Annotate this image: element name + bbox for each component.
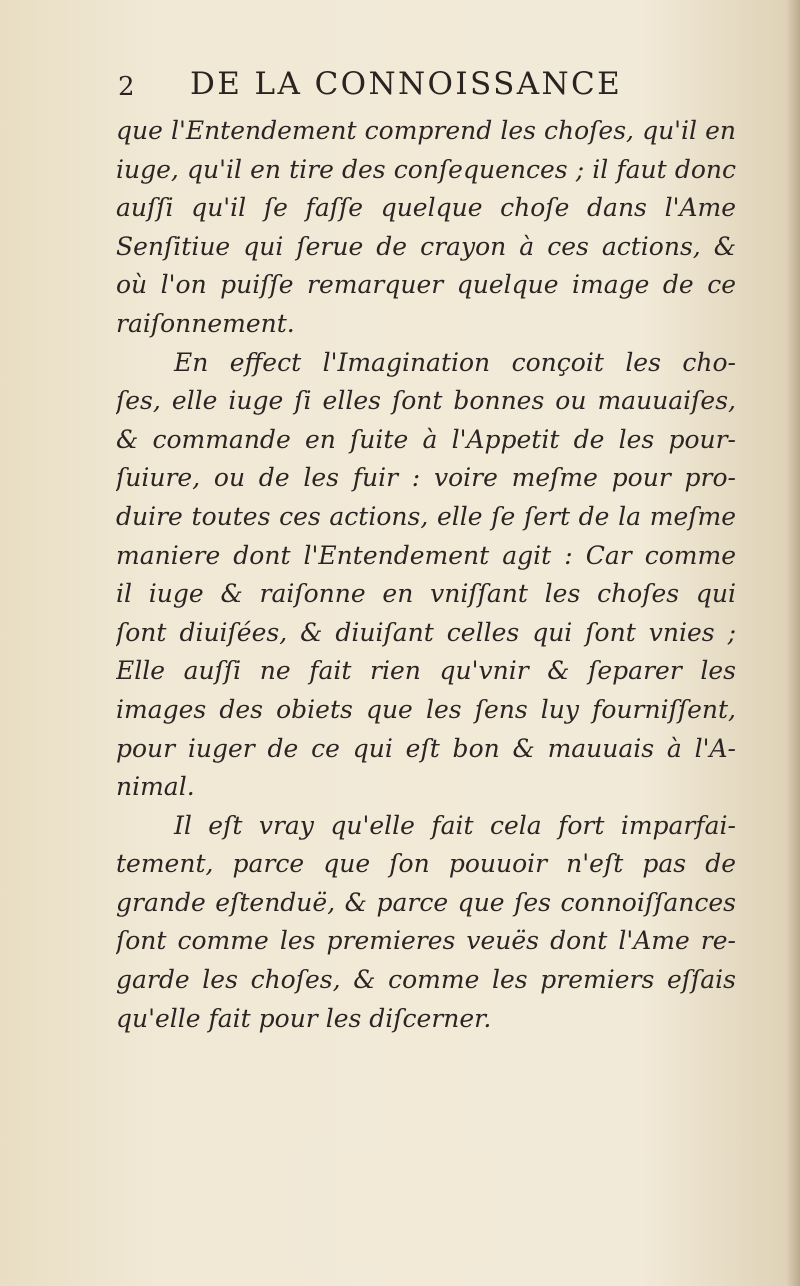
text-line: grande eſtenduë, & parce que ſes connoiſſances bbox=[116, 887, 736, 917]
running-title: DE LA CONNOISSANCE bbox=[190, 66, 623, 102]
text-line: ſuiure, ou de les fuir : voire meſme pour pro- bbox=[116, 463, 736, 493]
text-line: que l'Entendement comprend les choſes, qu'il en bbox=[116, 116, 736, 145]
text-line: pour iuger de ce qui eſt bon & mauuais à l'A- bbox=[116, 733, 736, 763]
text-line: où l'on puiſſe remarquer quelque image de ce bbox=[116, 270, 736, 300]
text-line: duire toutes ces actions, elle ſe ſert de la meſme bbox=[116, 501, 736, 531]
text-line: Elle auſſi ne fait rien qu'vnir & ſeparer les bbox=[116, 656, 736, 686]
text-line: garde les choſes, & comme les premiers eſſais bbox=[116, 965, 736, 995]
text-line: Senſitiue qui ſerue de crayon à ces actions, & bbox=[116, 231, 736, 261]
text-line: il iuge & raiſonne en vniſſant les choſes qui bbox=[116, 579, 736, 609]
text-line: tement, parce que ſon pouuoir n'eſt pas de bbox=[116, 849, 736, 879]
page-edge-shadow bbox=[786, 0, 800, 1286]
body-text bbox=[116, 112, 736, 1038]
text-line: ſont comme les premieres veuës dont l'Ame re- bbox=[116, 926, 736, 956]
text-line: iuge, qu'il en tire des conſequences ; il faut donc bbox=[116, 154, 736, 184]
text-line: ſes, elle iuge ſi elles ſont bonnes ou mauuaiſes, bbox=[116, 386, 736, 416]
text-line: auſſi qu'il ſe faſſe quelque choſe dans l'Ame bbox=[116, 193, 736, 223]
paragraph-start-line: En effect l'Imagination conçoit les cho- bbox=[174, 347, 736, 377]
text-line: & commande en ſuite à l'Appetit de les pour- bbox=[116, 424, 736, 454]
text-line: images des obiets que les ſens luy fourniſſent, bbox=[116, 694, 736, 724]
paragraph-start-line: Il eſt vray qu'elle fait cela fort imparfai- bbox=[174, 810, 736, 840]
text-line: qu'elle fait pour les diſcerner. bbox=[116, 1003, 492, 1033]
text-line: ſont diuiſées, & diuiſant celles qui ſont vnies ; bbox=[116, 617, 736, 647]
text-line: maniere dont l'Entendement agit : Car comme bbox=[116, 540, 736, 570]
text-line: nimal. bbox=[116, 772, 195, 802]
text-line: raiſonnement. bbox=[116, 308, 295, 338]
page-header bbox=[118, 66, 738, 110]
page-number: 2 bbox=[118, 72, 136, 102]
